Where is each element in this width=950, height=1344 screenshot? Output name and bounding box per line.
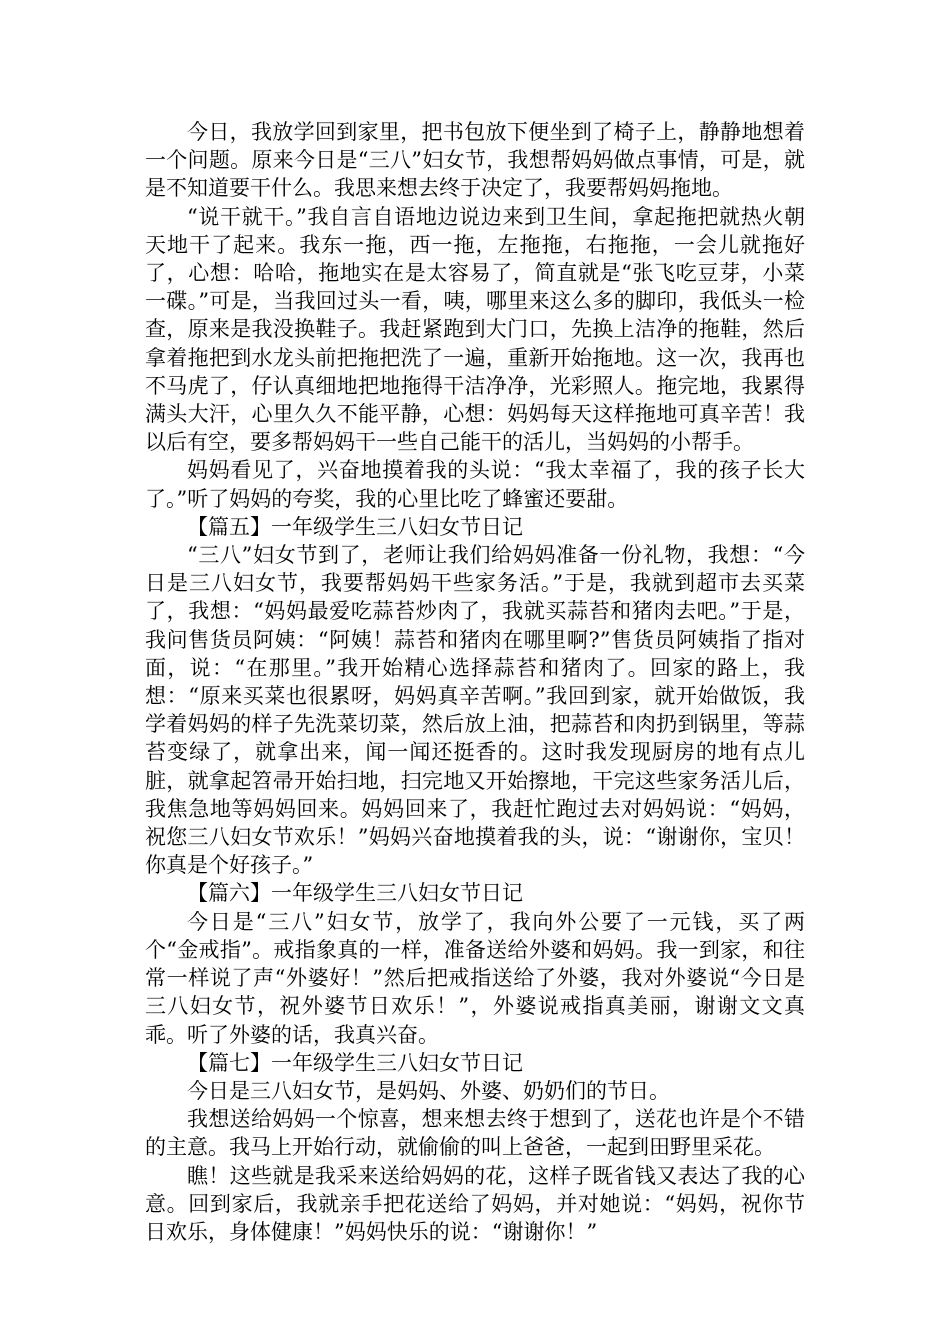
paragraph-4: “三八”妇女节到了，老师让我们给妈妈准备一份礼物，我想：“今日是三八妇女节，我要帮妈妈干些家务活。”于是，我就到超市去买菜了，我想：“妈妈最爱吃蒜苔炒肉了，我就买蒜苔和猪肉去吧。”于是，我问售货员阿姨：“阿姨！蒜苔和猪肉在哪里啊?”售货员阿姨指了指对面，说：“在那里。”我开始精心选择蒜苔和猪肉了。回家的路上，我想：“原来买菜也很累呀，妈妈真辛苦啊。”我回到家，就开始做饭，我学着妈妈的样子先洗菜切菜，然后放上油，把蒜苔和肉扔到锅里，等蒜苔变绿了，就拿出来，闻一闻还挺香的。这时我发现厨房的地有点儿脏，就拿起笤帚开始扫地，扫完地又开始擦地，干完这些家务活儿后，我焦急地等妈妈回来。妈妈回来了，我赶忙跑过去对妈妈说：“妈妈，祝您三八妇女节欢乐！”妈妈兴奋地摸着我的头，说：“谢谢你，宝贝！你真是个好孩子。” (145, 543, 805, 878)
paragraph-1: 今日，我放学回到家里，把书包放下便坐到了椅子上，静静地想着一个问题。原来今日是“三八”妇女节，我想帮妈妈做点事情，可是，就是不知道要干什么。我思来想去终于决定了，我要帮妈妈拖地。 (145, 120, 805, 201)
section-heading-6: 【篇六】一年级学生三八妇女节日记 (187, 881, 523, 906)
paragraph-7: 我想送给妈妈一个惊喜，想来想去终于想到了，送花也许是个不错的主意。我马上开始行动，就偷偷的叫上爸爸，一起到田野里采花。 (145, 1107, 805, 1160)
paragraph-2: “说干就干。”我自言自语地边说边来到卫生间，拿起拖把就热火朝天地干了起来。我东一拖，西一拖，左拖拖，右拖拖，一会儿就拖好了，心想：哈哈，拖地实在是太容易了，简直就是“张飞吃豆芽，小菜一碟。”可是，当我回过头一看，咦，哪里来这么多的脚印，我低头一检查，原来是我没换鞋子。我赶紧跑到大门口，先换上洁净的拖鞋，然后拿着拖把到水龙头前把拖把洗了一遍，重新开始拖地。这一次，我再也不马虎了，仔认真细地把地拖得干洁净净，光彩照人。拖完地，我累得满头大汗，心里久久不能平静，心想：妈妈每天这样拖地可真辛苦！我以后有空，要多帮妈妈干一些自己能干的活儿，当妈妈的小帮手。 (145, 204, 805, 455)
paragraph-3: 妈妈看见了，兴奋地摸着我的头说：“我太幸福了，我的孩子长大了。”听了妈妈的夸奖，我的心里比吃了蜂蜜还要甜。 (145, 458, 805, 511)
document-body (145, 118, 805, 1246)
section-heading-7: 【篇七】一年级学生三八妇女节日记 (187, 1050, 523, 1075)
paragraph-5: 今日是“三八”妇女节，放学了，我向外公要了一元钱，买了两个“金戒指”。戒指象真的一样，准备送给外婆和妈妈。我一到家，和往常一样说了声“外婆好！”然后把戒指送给了外婆，我对外婆说“今日是三八妇女节，祝外婆节日欢乐！”，外婆说戒指真美丽，谢谢文文真乖。听了外婆的话，我真兴奋。 (145, 909, 805, 1047)
paragraph-8: 瞧！这些就是我采来送给妈妈的花，这样子既省钱又表达了我的心意。回到家后，我就亲手把花送给了妈妈，并对她说：“妈妈，祝你节日欢乐，身体健康！”妈妈快乐的说：“谢谢你！” (145, 1163, 805, 1244)
paragraph-6: 今日是三八妇女节，是妈妈、外婆、奶奶们的节日。 (187, 1078, 670, 1103)
section-heading-5: 【篇五】一年级学生三八妇女节日记 (187, 514, 523, 539)
